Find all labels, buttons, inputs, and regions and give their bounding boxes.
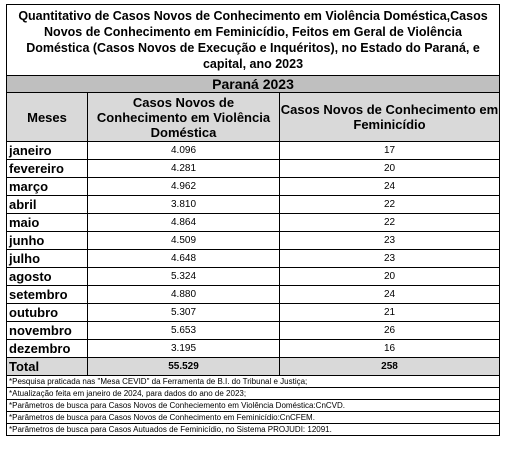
month-cell: dezembro bbox=[7, 340, 88, 358]
table-row bbox=[7, 268, 500, 286]
footnote: *Parâmetros de busca para Casos Novos de Conheciemento em Violência Doméstica:CnCVD. bbox=[7, 400, 500, 412]
femicide-value: 24 bbox=[280, 286, 500, 304]
domestic-violence-value: 5.324 bbox=[88, 268, 280, 286]
femicide-value: 20 bbox=[280, 268, 500, 286]
table-row bbox=[7, 250, 500, 268]
month-cell: outubro bbox=[7, 304, 88, 322]
table-row bbox=[7, 322, 500, 340]
femicide-value: 22 bbox=[280, 214, 500, 232]
femicide-value: 21 bbox=[280, 304, 500, 322]
note-row bbox=[7, 400, 500, 412]
region-header: Paraná 2023 bbox=[7, 76, 500, 93]
domestic-violence-value: 5.307 bbox=[88, 304, 280, 322]
total-row bbox=[7, 358, 500, 376]
table-row bbox=[7, 178, 500, 196]
note-row bbox=[7, 388, 500, 400]
domestic-violence-value: 4.648 bbox=[88, 250, 280, 268]
femicide-column-header: Casos Novos de Conhecimento em Feminicídio bbox=[280, 93, 500, 142]
table-title: Quantitativo de Casos Novos de Conhecimento em Violência Doméstica,Casos Novos de Conhecimento em Feminicídio, Feitos em Geral de Violência Doméstica (Casos Novos de Execução e Inquéritos), no Estado do Paraná, e capital, ano 2023 bbox=[7, 5, 500, 76]
domestic-violence-column-header: Casos Novos de Conhecimento em Violência Doméstica bbox=[88, 93, 280, 142]
total-domestic-value: 55.529 bbox=[88, 358, 280, 376]
month-cell: setembro bbox=[7, 286, 88, 304]
table-row bbox=[7, 340, 500, 358]
total-femicide-value: 258 bbox=[280, 358, 500, 376]
table-row bbox=[7, 304, 500, 322]
table-row bbox=[7, 160, 500, 178]
femicide-value: 23 bbox=[280, 232, 500, 250]
femicide-value: 24 bbox=[280, 178, 500, 196]
domestic-violence-value: 4.864 bbox=[88, 214, 280, 232]
femicide-value: 22 bbox=[280, 196, 500, 214]
note-row bbox=[7, 412, 500, 424]
domestic-violence-value: 5.653 bbox=[88, 322, 280, 340]
domestic-violence-value: 4.509 bbox=[88, 232, 280, 250]
month-cell: janeiro bbox=[7, 142, 88, 160]
domestic-violence-value: 4.096 bbox=[88, 142, 280, 160]
month-cell: abril bbox=[7, 196, 88, 214]
report-sheet bbox=[6, 4, 499, 436]
femicide-value: 16 bbox=[280, 340, 500, 358]
note-row bbox=[7, 376, 500, 388]
table-row bbox=[7, 232, 500, 250]
femicide-value: 26 bbox=[280, 322, 500, 340]
femicide-value: 20 bbox=[280, 160, 500, 178]
table-row bbox=[7, 142, 500, 160]
domestic-violence-value: 3.195 bbox=[88, 340, 280, 358]
footnote: *Pesquisa praticada nas "Mesa CEVID" da Ferramenta de B.I. do Tribunal e Justiça; bbox=[7, 376, 500, 388]
domestic-violence-value: 4.962 bbox=[88, 178, 280, 196]
month-cell: julho bbox=[7, 250, 88, 268]
month-cell: maio bbox=[7, 214, 88, 232]
total-label: Total bbox=[7, 358, 88, 376]
femicide-value: 23 bbox=[280, 250, 500, 268]
month-cell: fevereiro bbox=[7, 160, 88, 178]
footnote: *Parâmetros de busca para Casos Novos de Conhecimento em Feminicídio:CnCFEM. bbox=[7, 412, 500, 424]
note-row bbox=[7, 424, 500, 436]
table-row bbox=[7, 196, 500, 214]
table-row bbox=[7, 286, 500, 304]
month-cell: março bbox=[7, 178, 88, 196]
domestic-violence-value: 3.810 bbox=[88, 196, 280, 214]
domestic-violence-value: 4.880 bbox=[88, 286, 280, 304]
month-cell: junho bbox=[7, 232, 88, 250]
months-column-header: Meses bbox=[7, 93, 88, 142]
cases-table bbox=[6, 4, 500, 436]
footnote: *Atualização feita em janeiro de 2024, para dados do ano de 2023; bbox=[7, 388, 500, 400]
footnote: *Parâmetros de busca para Casos Autuados de Feminicídio, no Sistema PROJUDI: 12091. bbox=[7, 424, 500, 436]
month-cell: novembro bbox=[7, 322, 88, 340]
domestic-violence-value: 4.281 bbox=[88, 160, 280, 178]
month-cell: agosto bbox=[7, 268, 88, 286]
table-row bbox=[7, 214, 500, 232]
femicide-value: 17 bbox=[280, 142, 500, 160]
